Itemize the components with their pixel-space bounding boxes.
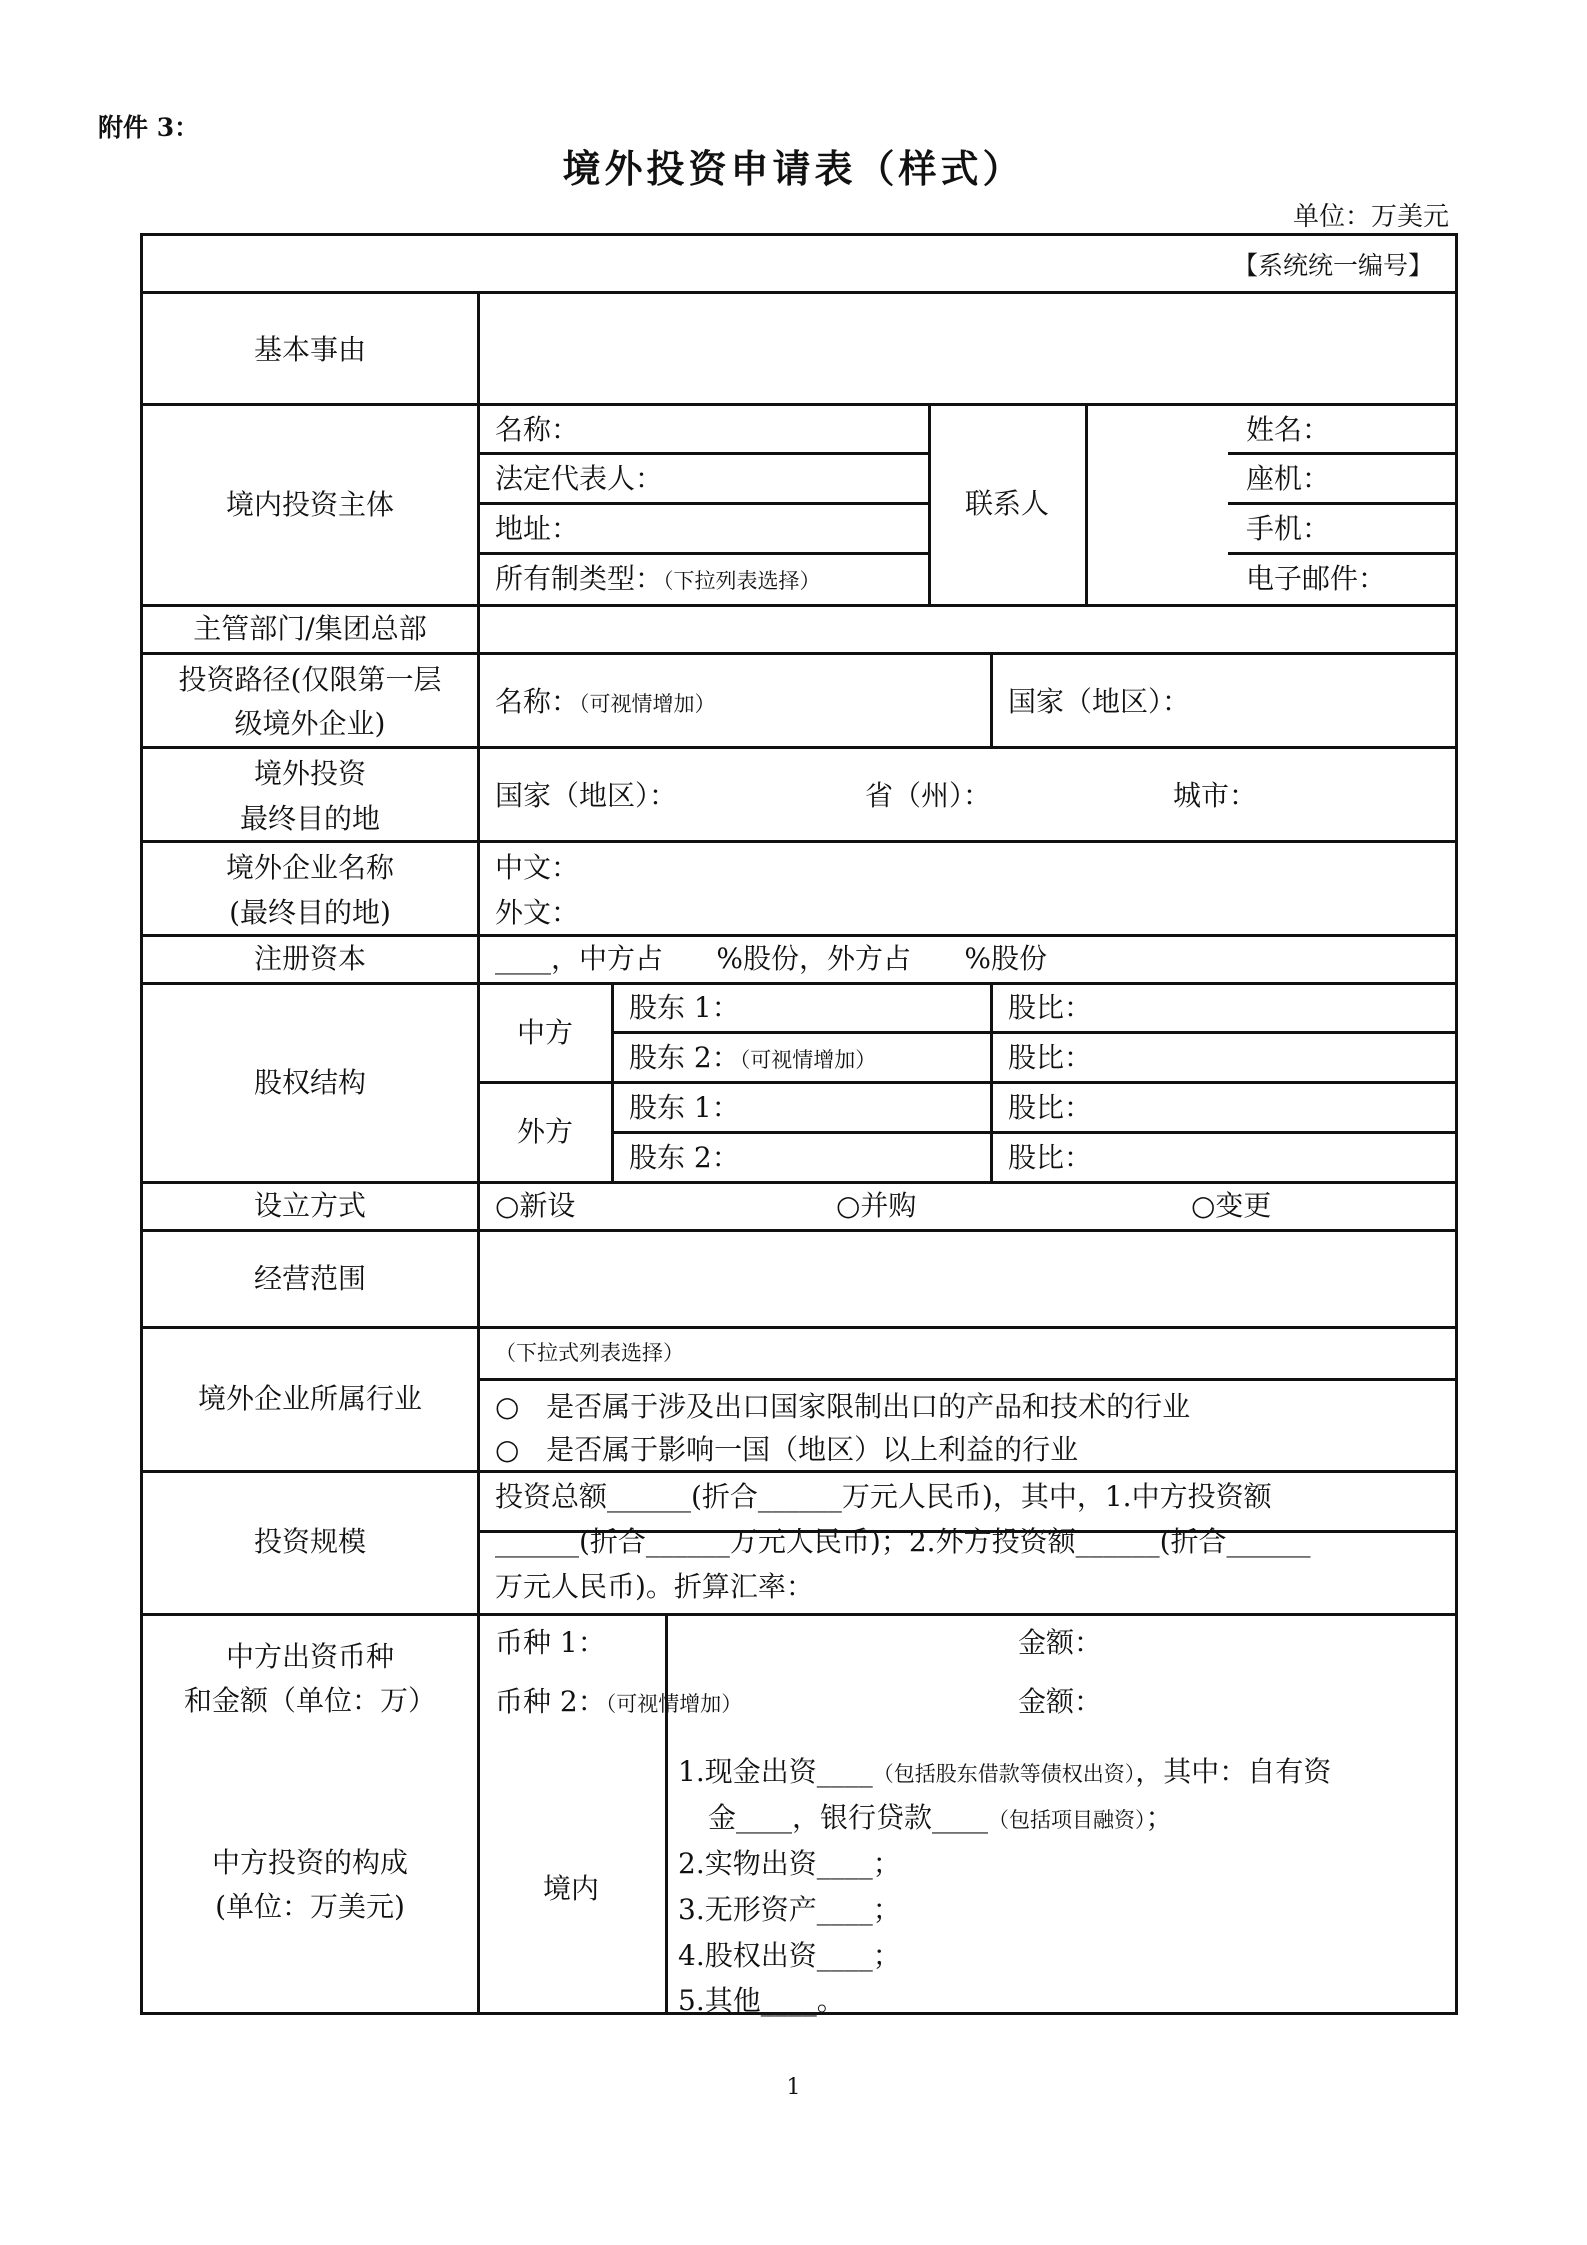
ownership-field[interactable] (495, 562, 821, 595)
amount-1-field[interactable]: 金额： (1018, 1626, 1103, 1659)
authority-label: 主管部门/集团总部 (193, 612, 427, 645)
multi-country-interest-question[interactable]: ○ 是否属于影响一国（地区）以上利益的行业 (495, 1433, 1079, 1466)
path-label-line2: 级境外企业) (234, 707, 386, 740)
email-field[interactable]: 电子邮件： (1246, 562, 1387, 595)
contact-label: 联系人 (964, 487, 1050, 520)
destination-country-field[interactable]: 国家（地区）： (495, 779, 678, 812)
scale-line-3[interactable]: 万元人民币)。折算汇率： (495, 1570, 814, 1603)
intangible-assets-line[interactable]: 3.无形资产____； (678, 1893, 901, 1926)
enterprise-cn-field[interactable]: 中文： (495, 851, 580, 884)
currency-2-hint: （可视情增加） (605, 1692, 743, 1716)
enterprise-foreign-field[interactable]: 外文： (495, 896, 580, 929)
cash-contribution-text: 1.现金出资____ (678, 1755, 873, 1788)
system-id-label: 【系统统一编号】 (1233, 251, 1434, 280)
attachment-label: 附件 3： (98, 113, 200, 142)
share-ratio-field[interactable]: 股比： (1008, 1041, 1093, 1074)
legal-rep-field[interactable]: 法定代表人： (495, 462, 664, 495)
capital-label: 注册资本 (253, 942, 367, 975)
ownership-label: 所有制类型： (495, 562, 664, 595)
capital-field[interactable]: ____，中方占 %股份，外方占 %股份 (495, 942, 1048, 975)
basic-matter-field[interactable] (483, 297, 1451, 400)
domestic-name-field[interactable]: 名称： (495, 413, 580, 446)
page-number: 1 (786, 2075, 801, 2100)
mobile-field[interactable]: 手机： (1246, 512, 1331, 545)
equity-cn-side-label: 中方 (516, 1016, 574, 1049)
landline-field[interactable]: 座机： (1246, 462, 1331, 495)
destination-city-field[interactable]: 城市： (1173, 779, 1258, 812)
method-label: 设立方式 (253, 1189, 367, 1222)
equity-label: 股权结构 (253, 1066, 367, 1099)
domestic-investor-label: 境内投资主体 (225, 488, 395, 521)
scale-label: 投资规模 (253, 1525, 367, 1558)
method-change-radio[interactable]: ○变更 (1191, 1189, 1272, 1222)
currency-2-field[interactable] (495, 1685, 743, 1718)
path-country-field[interactable]: 国家（地区）： (1008, 685, 1191, 718)
enterprise-label-line2: (最终目的地) (229, 896, 391, 929)
currency-1-field[interactable]: 币种 1： (495, 1626, 606, 1659)
currency-label-line1: 中方出资币种 (225, 1640, 395, 1673)
destination-label-line1: 境外投资 (253, 757, 367, 790)
destination-label-line2: 最终目的地 (239, 802, 381, 835)
equity-contribution-line[interactable]: 4.股权出资____； (678, 1939, 901, 1972)
address-field[interactable]: 地址： (495, 512, 580, 545)
scope-label: 经营范围 (253, 1262, 367, 1295)
path-name-label: 名称： (495, 685, 580, 718)
foreign-shareholder-2-field[interactable]: 股东 2： (629, 1141, 740, 1174)
unit-label: 单位：万美元 (1292, 202, 1449, 232)
scope-field[interactable] (483, 1235, 1451, 1323)
composition-label-line1: 中方投资的构成 (211, 1846, 409, 1879)
authority-field[interactable] (483, 609, 1451, 649)
page-title: 境外投资申请表（样式） (562, 146, 1025, 191)
composition-domestic-label: 境内 (542, 1872, 600, 1905)
enterprise-label-line1: 境外企业名称 (225, 851, 395, 884)
own-funds-loan-tail: ； (1145, 1801, 1174, 1834)
cash-contribution-line[interactable] (678, 1755, 1332, 1788)
share-ratio-field[interactable]: 股比： (1008, 991, 1093, 1024)
industry-label: 境外企业所属行业 (197, 1382, 423, 1415)
cn-shareholder-2-label: 股东 2： (629, 1041, 740, 1074)
other-contribution-line[interactable]: 5.其他____。 (678, 1984, 845, 2017)
path-label-line1: 投资路径(仅限第一层 (178, 663, 442, 696)
share-ratio-field[interactable]: 股比： (1008, 1091, 1093, 1124)
industry-select-hint[interactable]: （下拉式列表选择） (495, 1341, 684, 1365)
currency-2-label: 币种 2： (495, 1685, 606, 1718)
cash-contribution-hint: （包括股东借款等债权出资） (872, 1762, 1136, 1786)
path-name-field[interactable] (495, 685, 716, 718)
share-ratio-field[interactable]: 股比： (1008, 1141, 1093, 1174)
ownership-hint: （下拉列表选择） (663, 569, 821, 593)
path-name-hint: （可视情增加） (579, 692, 716, 716)
amount-2-field[interactable]: 金额： (1018, 1685, 1103, 1718)
contact-name-field[interactable]: 姓名： (1246, 413, 1331, 446)
project-financing-hint: （包括项目融资） (988, 1808, 1146, 1832)
scale-line-2[interactable]: ______(折合______万元人民币)；2.外方投资额______(折合______ (495, 1525, 1311, 1558)
basic-matter-label: 基本事由 (253, 333, 367, 366)
scale-line-1[interactable]: 投资总额______(折合______万元人民币)，其中，1.中方投资额 (495, 1480, 1272, 1513)
in-kind-contribution-line[interactable]: 2.实物出资____； (678, 1847, 901, 1880)
destination-province-field[interactable]: 省（州）： (865, 779, 992, 812)
equity-foreign-side-label: 外方 (516, 1115, 574, 1148)
foreign-shareholder-1-field[interactable]: 股东 1： (629, 1091, 740, 1124)
method-new-radio[interactable]: ○新设 (495, 1189, 576, 1222)
method-merger-radio[interactable]: ○并购 (836, 1189, 917, 1222)
composition-label-line2: (单位：万美元) (215, 1890, 405, 1923)
cn-shareholder-2-field[interactable] (629, 1041, 877, 1074)
export-restricted-question[interactable]: ○ 是否属于涉及出口国家限制出口的产品和技术的行业 (495, 1390, 1191, 1423)
cn-shareholder-2-hint: （可视情增加） (739, 1048, 877, 1072)
own-funds-loan-line[interactable] (708, 1801, 1174, 1834)
currency-label-line2: 和金额（单位：万） (183, 1684, 437, 1717)
cn-shareholder-1-field[interactable]: 股东 1： (629, 991, 740, 1024)
application-form-table (140, 233, 1458, 2015)
cash-contribution-tail: ，其中：自有资 (1135, 1755, 1332, 1788)
own-funds-loan-text: 金____，银行贷款____ (708, 1801, 989, 1834)
